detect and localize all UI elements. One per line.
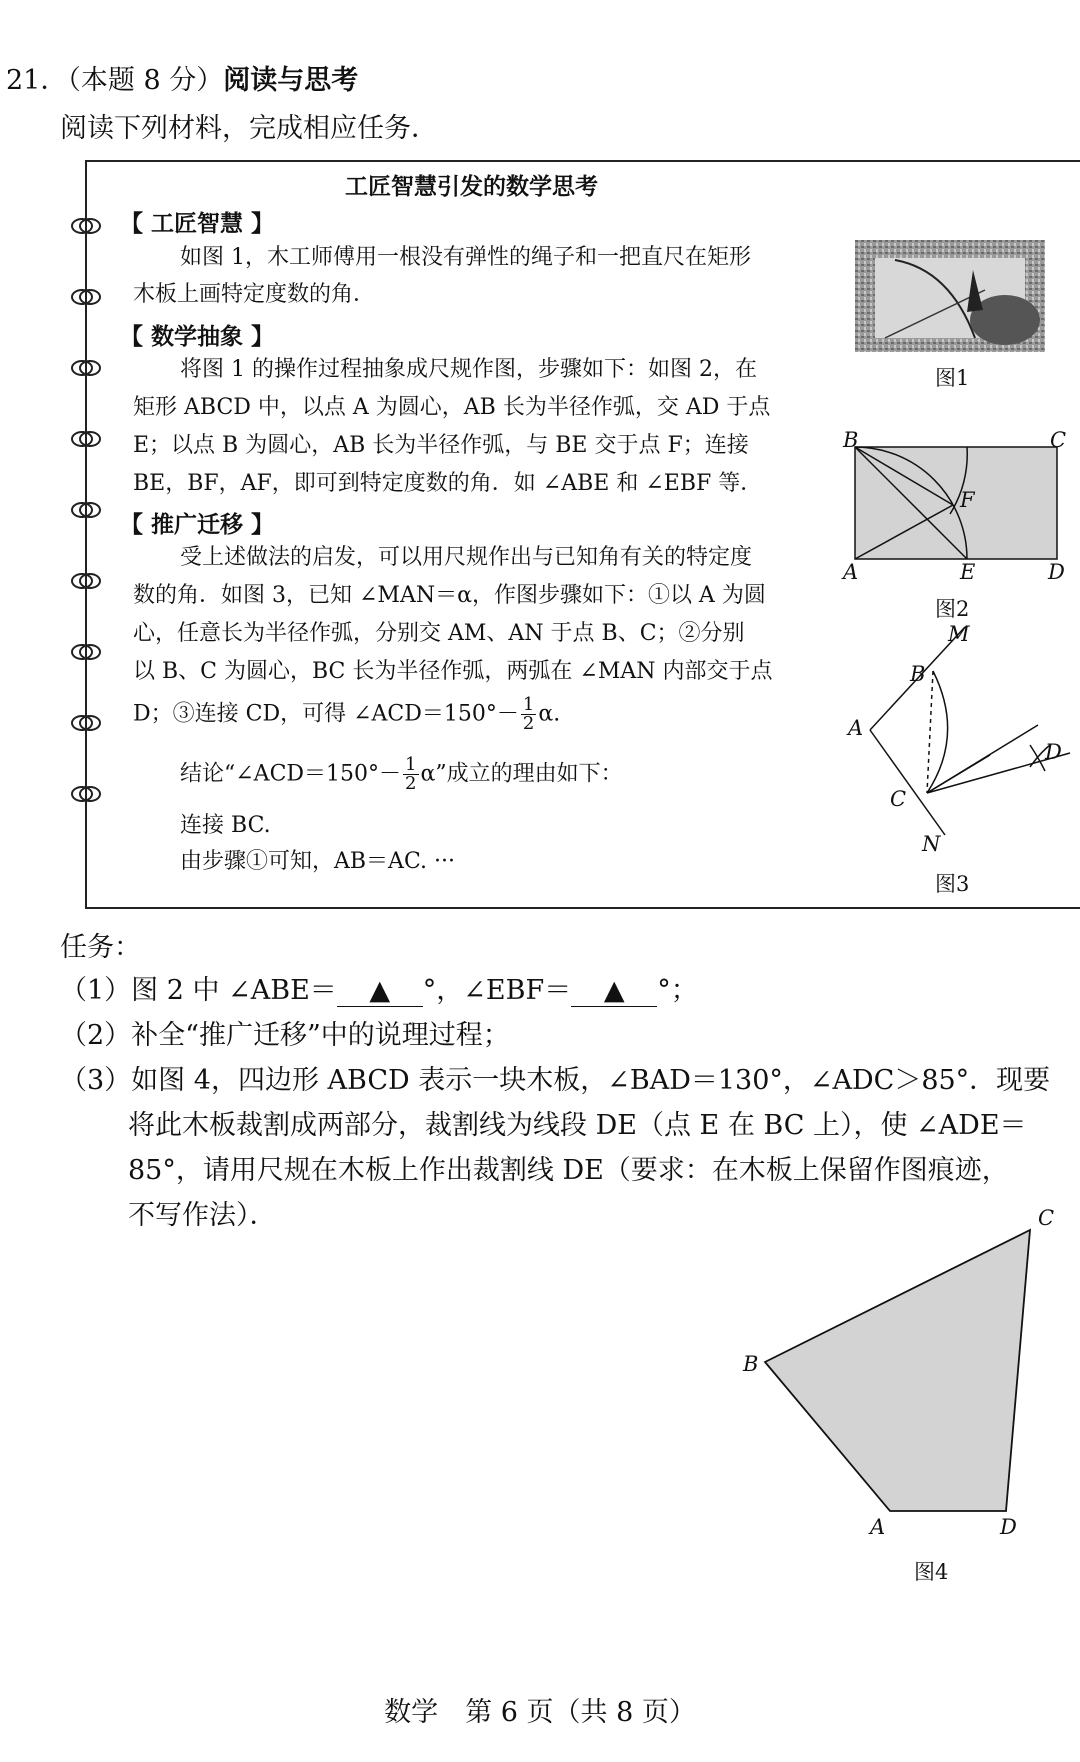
point-label: D (1000, 1515, 1017, 1539)
point-label: C (890, 787, 907, 811)
figure-caption: 图1 (935, 366, 970, 390)
paragraph-line: 数的角．如图 3，已知 ∠MAN＝α，作图步骤如下：①以 A 为圆 (133, 583, 766, 608)
ring-icon (70, 357, 104, 379)
fraction: $\frac{1}{2}$ (522, 694, 535, 734)
point-label: F (960, 488, 975, 512)
question-number: 21． (6, 65, 68, 96)
point-label: A (870, 1515, 886, 1539)
task-3-line: 将此木板裁割成两部分，裁割线为线段 DE（点 E 在 BC 上），使 ∠ADE＝ (128, 1110, 1027, 1141)
point-label: A (843, 560, 859, 584)
paragraph-line: 木板上画特定度数的角． (133, 282, 376, 307)
answer-blank[interactable]: ▲ (337, 975, 423, 1007)
question-intro: 阅读下列材料，完成相应任务． (60, 113, 438, 144)
point-label: B (910, 662, 926, 686)
paragraph-line: E；以点 B 为圆心，AB 长为半径作弧，与 BE 交于点 F；连接 (133, 433, 749, 458)
paragraph-line: D；③连接 CD，可得 ∠ACD＝150°－ $\frac{1}{2}$ α. (133, 694, 561, 734)
task-3-line: 85°，请用尺规在木板上作出裁割线 DE（要求：在木板上保留作图痕迹， (128, 1155, 1009, 1186)
ring-icon (70, 499, 104, 521)
task-2: （2）补全“推广迁移”中的说理过程； (60, 1020, 510, 1051)
figure-caption: 图4 (914, 1560, 949, 1584)
paragraph-line: 由步骤①可知，AB＝AC. ··· (180, 849, 455, 874)
point-label: E (960, 560, 976, 584)
point-label: C (1050, 428, 1067, 452)
ring-icon (70, 428, 104, 450)
point-label: C (1038, 1206, 1055, 1230)
paragraph-line: 如图 1，木工师傅用一根没有弹性的绳子和一把直尺在矩形 (180, 245, 751, 270)
section-heading: 【 数学抽象 】 (120, 324, 275, 350)
section-heading: 【 推广迁移 】 (120, 512, 275, 538)
figure-caption: 图3 (935, 872, 970, 896)
ring-icon (70, 712, 104, 734)
ring-icon (70, 783, 104, 805)
ring-icon (70, 641, 104, 663)
paragraph-line: 以 B、C 为圆心，BC 长为半径作弧，两弧在 ∠MAN 内部交于点 (133, 659, 773, 684)
task-heading: 任务： (60, 932, 141, 963)
point-label: B (843, 428, 859, 452)
question-header (6, 58, 358, 97)
section-heading: 【 工匠智慧 】 (120, 211, 275, 237)
paragraph-line: 连接 BC. (180, 813, 271, 838)
conclusion-line: 结论“∠ACD＝150°－ $\frac{1}{2}$ α”成立的理由如下： (180, 754, 623, 794)
task-3-line: 不写作法）． (128, 1200, 277, 1231)
task-3-line: （3）如图 4，四边形 ABCD 表示一块木板，∠BAD＝130°，∠ADC＞85°．现要 (60, 1065, 1051, 1096)
task-1: （1）图 2 中 ∠ABE＝ ▲ °，∠EBF＝ ▲ °； (60, 975, 698, 1006)
fraction: $\frac{1}{2}$ (405, 754, 417, 794)
figure-4-quadrilateral[interactable] (740, 1210, 1060, 1530)
paragraph-line: 心，任意长为半径作弧，分别交 AM、AN 于点 B、C；②分别 (133, 621, 745, 646)
page-footer: 数学 第 6 页（共 8 页） (384, 1697, 696, 1728)
paragraph-line: 受上述做法的启发，可以用尺规作出与已知角有关的特定度 (180, 545, 753, 570)
question-score: （本题 8 分） (67, 65, 224, 96)
ring-icon (70, 570, 104, 592)
ring-icon (70, 215, 104, 237)
point-label: A (848, 716, 864, 740)
paragraph-line: 将图 1 的操作过程抽象成尺规作图，步骤如下：如图 2，在 (180, 357, 757, 382)
panel-title: 工匠智慧引发的数学思考 (345, 174, 598, 200)
question-title: 阅读与思考 (223, 65, 359, 96)
figure-caption: 图2 (935, 597, 970, 621)
paragraph-line: 矩形 ABCD 中，以点 A 为圆心，AB 长为半径作弧，交 AD 于点 (133, 395, 771, 420)
ring-icon (70, 286, 104, 308)
figure-1-photo (855, 240, 1045, 352)
figure-3-diagram (840, 625, 1080, 855)
point-label: M (948, 622, 970, 646)
answer-blank[interactable]: ▲ (571, 975, 657, 1007)
point-label: N (922, 832, 941, 856)
point-label: D (1045, 740, 1062, 764)
paragraph-line: BE，BF，AF，即可到特定度数的角．如 ∠ABE 和 ∠EBF 等． (133, 471, 763, 496)
point-label: D (1048, 560, 1065, 584)
point-label: B (743, 1352, 759, 1376)
